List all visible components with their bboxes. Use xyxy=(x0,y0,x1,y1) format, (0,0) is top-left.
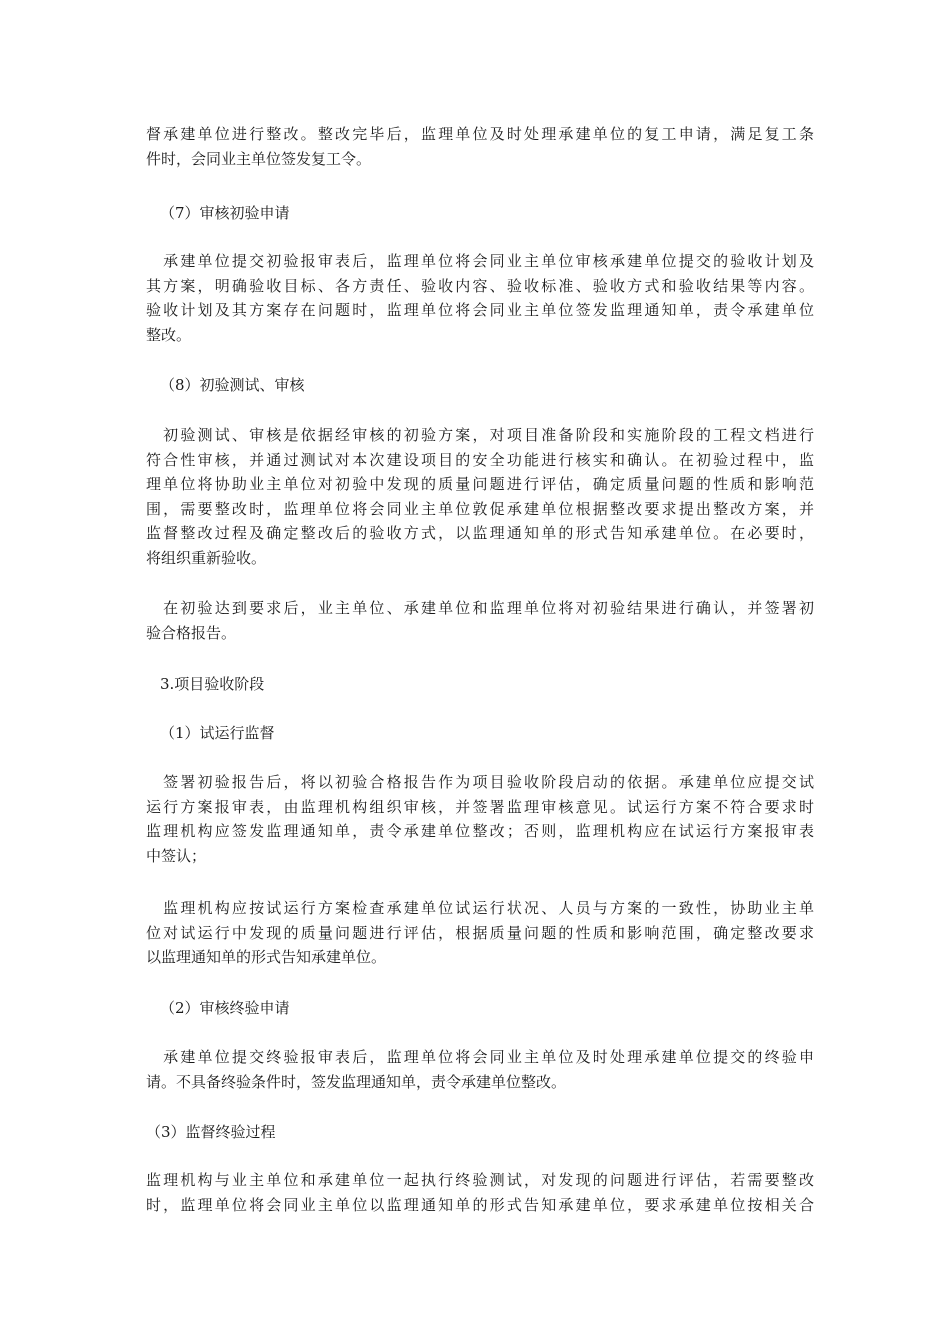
subsection-heading-3: （3）监督终验过程 xyxy=(146,1123,276,1141)
paragraph-rectification xyxy=(146,122,814,171)
text-line: 位对试运行中发现的质量问题进行评估，根据质量问题的性质和影响范围，确定整改要求 xyxy=(146,923,814,942)
paragraph-trial-run-inspection xyxy=(146,896,814,970)
text-line: 将组织重新验收。 xyxy=(146,548,267,567)
section-heading-3: 3.项目验收阶段 xyxy=(160,675,265,693)
paragraph-trial-run xyxy=(146,770,814,868)
paragraph-final-acceptance-application xyxy=(146,1045,814,1094)
text-line: 验收计划及其方案存在问题时，监理单位将会同业主单位签发监理通知单，责令承建单位 xyxy=(146,301,814,319)
section-heading-8: （8）初验测试、审核 xyxy=(160,376,305,394)
text-line: 监理机构应按试运行方案检查承建单位试运行状况、人员与方案的一致性，协助业主单 xyxy=(146,899,814,917)
text-line: 验合格报告。 xyxy=(146,623,237,642)
text-line: 承建单位提交初验报审表后，监理单位将会同业主单位审核承建单位提交的验收计划及 xyxy=(146,252,814,270)
text-line: 时，监理单位将会同业主单位以监理通知单的形式告知承建单位，要求承建单位按相关合 xyxy=(146,1195,814,1214)
text-line: 监理机构应签发监理通知单，责令承建单位整改；否则，监理机构应在试运行方案报审表 xyxy=(146,822,814,840)
text-line: 监理机构与业主单位和承建单位一起执行终验测试，对发现的问题进行评估，若需要整改 xyxy=(146,1171,814,1189)
subsection-heading-1: （1）试运行监督 xyxy=(160,724,275,742)
text-line: 督承建单位进行整改。整改完毕后，监理单位及时处理承建单位的复工申请，满足复工条 xyxy=(146,125,814,143)
text-line: 件时，会同业主单位签发复工令。 xyxy=(146,149,372,168)
text-line: 承建单位提交终验报审表后，监理单位将会同业主单位及时处理承建单位提交的终验申 xyxy=(146,1048,814,1066)
text-line: 中签认； xyxy=(146,846,207,865)
text-line: 整改。 xyxy=(146,325,192,344)
text-line: 围，需要整改时，监理单位将会同业主单位敦促承建单位根据整改要求提出整改方案，并 xyxy=(146,499,814,518)
text-line: 运行方案报审表，由监理机构组织审核，并签署监理审核意见。试运行方案不符合要求时 xyxy=(146,797,814,816)
text-line: 初验测试、审核是依据经审核的初验方案，对项目准备阶段和实施阶段的工程文档进行 xyxy=(146,426,814,444)
text-line: 以监理通知单的形式告知承建单位。 xyxy=(146,948,387,966)
text-line: 监督整改过程及确定整改后的验收方式，以监理通知单的形式告知承建单位。在必要时， xyxy=(146,524,814,542)
paragraph-initial-acceptance-application xyxy=(146,249,814,347)
text-line: 理单位将协助业主单位对初验中发现的质量问题进行评估，确定质量问题的性质和影响范 xyxy=(146,475,814,493)
text-line: 在初验达到要求后，业主单位、承建单位和监理单位将对初验结果进行确认，并签署初 xyxy=(146,599,814,617)
text-line: 其方案，明确验收目标、各方责任、验收内容、验收标准、验收方式和验收结果等内容。 xyxy=(146,276,814,295)
paragraph-initial-testing xyxy=(146,423,814,570)
text-line: 签署初验报告后，将以初验合格报告作为项目验收阶段启动的依据。承建单位应提交试 xyxy=(146,773,814,791)
text-line: 请。不具备终验条件时，签发监理通知单，责令承建单位整改。 xyxy=(146,1072,567,1091)
text-line: 符合性审核，并通过测试对本次建设项目的安全功能进行核实和确认。在初验过程中，监 xyxy=(146,450,814,469)
subsection-heading-2: （2）审核终验申请 xyxy=(160,999,290,1017)
section-heading-7: （7）审核初验申请 xyxy=(160,204,290,222)
paragraph-initial-acceptance-report xyxy=(146,596,814,645)
paragraph-final-acceptance-process xyxy=(146,1168,814,1217)
